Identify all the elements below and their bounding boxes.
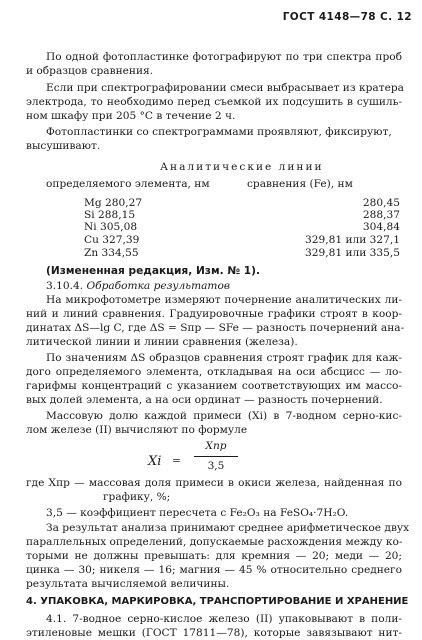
text-line: гарифмы концентраций с указанием соответствующих им массо- xyxy=(26,380,402,392)
text-line: За результат анализа принимают среднее арифметическое двух xyxy=(46,522,410,534)
table-cell: Zn 334,55 xyxy=(84,247,139,259)
text-line: вых долей элемента, а на оси ординат — разность почернений. xyxy=(26,394,383,406)
page-header: ГОСТ 4148—78 С. 12 xyxy=(282,11,412,23)
text-line: ний и линий сравнения. Градуировочные графики строят в коор- xyxy=(26,308,402,320)
text-line: дого определяемого элемента, откладывая на оси абсцисс — ло- xyxy=(26,366,402,378)
section-heading: 4. УПАКОВКА, МАРКИРОВКА, ТРАНСПОРТИРОВАНИЕ И ХРАНЕНИЕ xyxy=(26,596,409,607)
table-cell: Cu 327,39 xyxy=(84,234,140,246)
text-line: лом железе (II) вычисляют по формуле xyxy=(26,424,248,436)
text-line: где Xпр — массовая доля примеси в окиси железа, найденная по xyxy=(26,477,402,489)
text-line xyxy=(46,279,230,293)
table-cell: 304,84 xyxy=(362,221,400,233)
formula-numerator: Xпр xyxy=(205,440,227,452)
section-title: Обработка результатов xyxy=(86,280,231,292)
text-line: параллельных определений, допускаемые расхождения между ко- xyxy=(26,536,403,548)
text-line: Массовую долю каждой примеси (Xi) в 7-водном серно-кис- xyxy=(46,410,402,422)
table-cell: 280,45 xyxy=(362,197,400,209)
text-line: По одной фотопластинке фотографируют по три спектра проб xyxy=(46,51,402,63)
text-line: этиленовые мешки (ГОСТ 17811—78), которые завязывают нит- xyxy=(26,627,402,639)
table-cell: 288,37 xyxy=(362,209,400,221)
text-line: 3,5 — коэффициент пересчета с Fe₂O₃ на FeSO₄·7H₂O. xyxy=(46,507,349,519)
text-line: результата вычисляемой величины. xyxy=(26,578,230,590)
text-line: Фотопластинки со спектрограммами проявляют, фиксируют, xyxy=(46,126,392,138)
table-cell: Mg 280,27 xyxy=(84,197,143,209)
formula-equals: = xyxy=(172,455,181,467)
table-cell: Ni 305,08 xyxy=(84,221,138,233)
text-line: ном шкафу при 205 °С в течение 2 ч. xyxy=(26,110,236,122)
table-cell: Si 288,15 xyxy=(84,209,136,221)
text-line: 4.1. 7-водное серно-кислое железо (II) упаковывают в поли- xyxy=(46,613,402,625)
table-cell: 329,81 или 335,5 xyxy=(305,247,400,259)
fraction-bar xyxy=(194,456,238,457)
table-header-left: определяемого элемента, нм xyxy=(46,178,210,190)
table-header-right: сравнения (Fe), нм xyxy=(247,178,353,190)
table-cell: 329,81 или 327,1 xyxy=(305,234,400,246)
text-line: цинка — 30; никеля — 16; магния — 45 % относительно среднего xyxy=(26,564,402,576)
formula-lhs: Xi xyxy=(148,454,162,469)
text-line: На микрофотометре измеряют почернение аналитических ли- xyxy=(46,294,402,306)
text-line: высушивают. xyxy=(26,140,101,152)
formula-denominator: 3,5 xyxy=(207,460,225,472)
section-number: 3.10.4. xyxy=(46,280,87,292)
text-line: и образцов сравнения. xyxy=(26,65,154,77)
text-line: динатах ΔS—lg C, где ΔS = Sпр — SFe — разность почернений ана- xyxy=(26,322,405,334)
text-line: электрода, то необходимо перед съемкой их подсушить в сушиль- xyxy=(26,96,402,108)
text-line: литической линии и линии сравнения (железа). xyxy=(26,336,298,348)
table-title: Аналитические линии xyxy=(160,161,324,173)
edition-note: (Измененная редакция, Изм. № 1). xyxy=(46,265,261,277)
text-line: графику, %; xyxy=(103,491,171,503)
text-line: По значениям ΔS образцов сравнения строят график для каж- xyxy=(46,352,402,364)
text-line: торыми не должны превышать: для кремния — 20; меди — 20; xyxy=(26,550,402,562)
text-line: Если при спектрографировании смеси выбрасывает из кратера xyxy=(46,82,404,94)
